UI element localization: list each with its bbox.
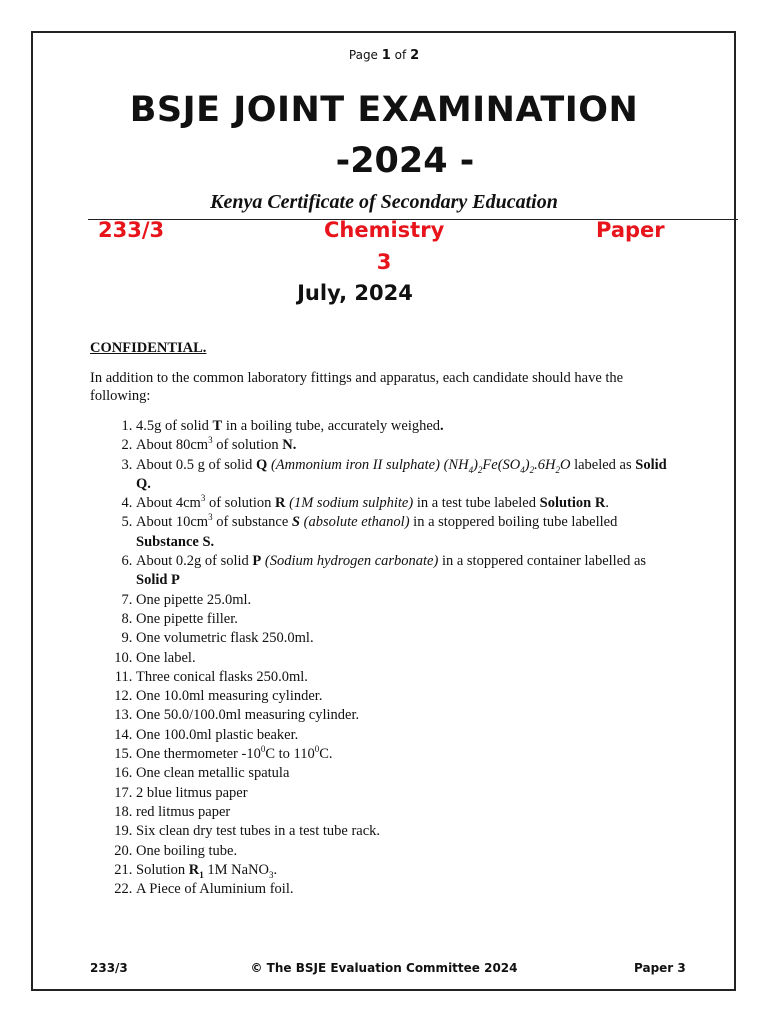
list-item: 2. About $80cm^3$ of solution N. — [136, 436, 670, 455]
list-item: 15. One thermometer $-10^0C$ to $110^0C$. — [136, 745, 670, 764]
list-item: 7. One pipette 25.0ml. — [136, 591, 670, 610]
list-item: 3. About 0.5 g of solid Q (Ammonium iron II sulphate) $(NH_4)_2Fe(SO_4)_2.6H_2O$ labeled as Solid Q. — [136, 456, 670, 495]
exam-title: BSJE JOINT EXAMINATION — [129, 90, 639, 130]
list-item: 5. About $10cm^3$ of substance S (absolute ethanol) in a stoppered boiling tube labelled Substance S. — [136, 513, 670, 552]
list-item: 16. One clean metallic spatula — [136, 764, 670, 783]
page-total: 2 — [410, 48, 420, 63]
footer-copyright: © The BSJE Evaluation Committee 2024 — [250, 961, 518, 975]
exam-year: -2024 - — [335, 141, 475, 181]
list-item: 6. About 0.2g of solid P (Sodium hydrogen carbonate) in a stoppered container labelled as Solid P — [136, 552, 670, 591]
list-item: 17. 2 blue litmus paper — [136, 784, 670, 803]
paper-word: Paper — [596, 218, 665, 242]
list-item: 9. One volumetric flask 250.0ml. — [136, 629, 670, 648]
exam-subtitle: Kenya Certificate of Secondary Education — [210, 191, 558, 213]
intro-paragraph: In addition to the common laboratory fittings and apparatus, each candidate should have the following: — [90, 370, 624, 404]
page-label: Page — [348, 48, 378, 62]
list-item: 8. One pipette filler. — [136, 610, 670, 629]
exam-date: July, 2024 — [297, 281, 413, 305]
list-item: 19. Six clean dry test tubes in a test tube rack. — [136, 822, 670, 841]
list-item: 14. One 100.0ml plastic beaker. — [136, 726, 670, 745]
page-number — [0, 48, 768, 63]
list-item: 4. About $4cm^3$ of solution R (1M sodium sulphite) in a test tube labeled Solution R. — [136, 494, 670, 513]
list-item: 13. One 50.0/100.0ml measuring cylinder. — [136, 706, 670, 725]
list-item: 10. One label. — [136, 649, 670, 668]
list-item: 20. One boiling tube. — [136, 842, 670, 861]
list-item: 18. red litmus paper — [136, 803, 670, 822]
paper-number: 3 — [376, 250, 392, 274]
apparatus-list — [90, 417, 670, 899]
page-of: of — [394, 48, 407, 62]
footer-code: 233/3 — [90, 961, 128, 975]
list-item: 21. Solution $R_1$ 1M NaNO$_3$. — [136, 861, 670, 880]
paper-code: 233/3 — [98, 218, 165, 242]
list-item: 11. Three conical flasks 250.0ml. — [136, 668, 670, 687]
confidential-heading: CONFIDENTIAL. — [90, 340, 207, 356]
list-item: 22. A Piece of Aluminium foil. — [136, 880, 670, 899]
footer-paper: Paper 3 — [634, 961, 686, 975]
list-item: 1. 4.5g of solid T in a boiling tube, accurately weighed. — [136, 417, 670, 436]
list-item: 12. One 10.0ml measuring cylinder. — [136, 687, 670, 706]
page-current: 1 — [381, 48, 391, 63]
paper-subject: Chemistry — [324, 218, 445, 242]
